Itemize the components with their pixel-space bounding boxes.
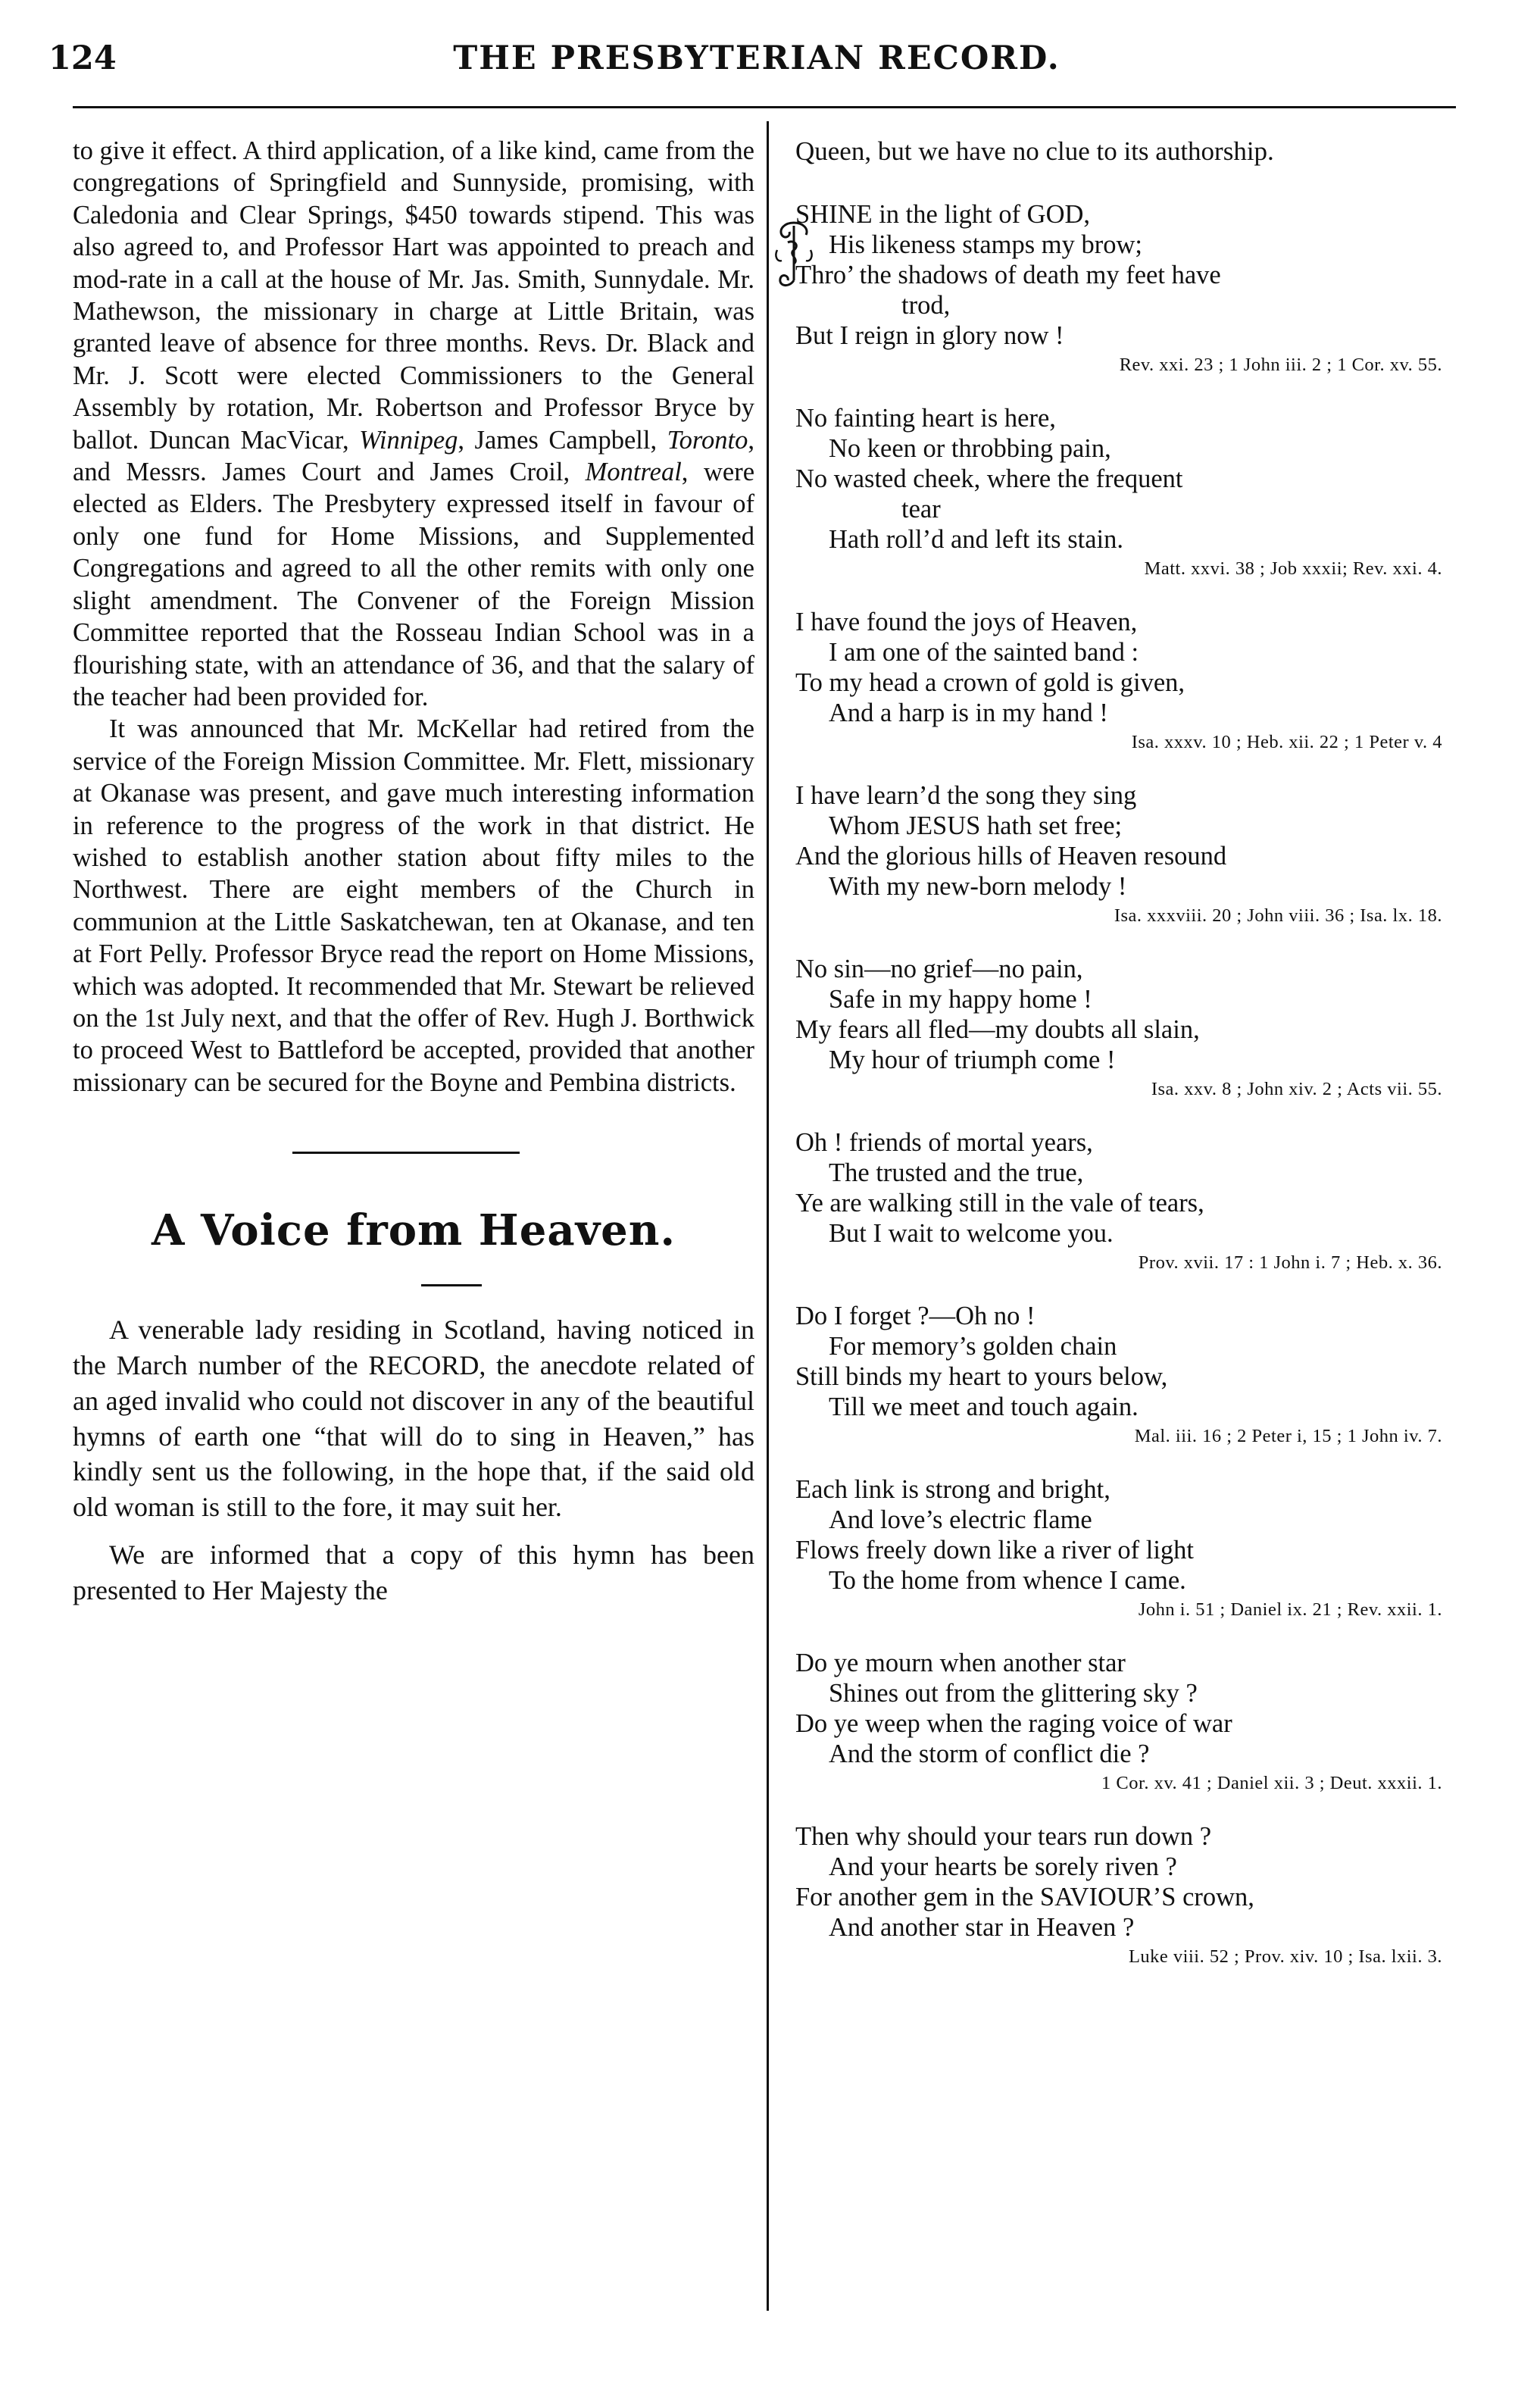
hymn-stanza bbox=[795, 780, 1456, 930]
hymn-line-text: SHINE in the light of GOD, bbox=[795, 200, 1091, 229]
hymn-line bbox=[795, 1392, 1456, 1422]
place-name: Toronto bbox=[667, 425, 748, 455]
decorative-initial-icon bbox=[771, 220, 817, 292]
hymn-line-text: trod, bbox=[901, 291, 951, 320]
hymn-line bbox=[795, 1678, 1456, 1708]
hymn-line-text: With my new-born melody ! bbox=[829, 872, 1127, 901]
hymn-line bbox=[795, 1474, 1456, 1505]
hymn-line bbox=[795, 871, 1456, 902]
hymn-line bbox=[795, 1188, 1456, 1218]
hymn-line bbox=[795, 1218, 1456, 1249]
hymn-line-text: Ye are walking still in the vale of tears, bbox=[795, 1189, 1204, 1218]
hymn-line-text: Till we meet and touch again. bbox=[829, 1393, 1139, 1421]
hymn-line bbox=[795, 1648, 1456, 1678]
hymn-line-text: Whom JESUS hath set free; bbox=[829, 811, 1123, 840]
section-divider bbox=[292, 1152, 520, 1154]
mission-report-paragraph: It was announced that Mr. McKellar had retired from the service of the Foreign Mission Committee. Mr. Flett, missionary at Okanase was present, and gave much interesting information in reference to the progress of the work in that district. He wished to establish another station about fifty miles to the Northwest. There are eight members of the Church in communion at the Little Saskatchewan, ten at Okanase, and ten at Fort Pelly. Professor Bryce read the report on Home Missions, which was adopted. It recommended that Mr. Stewart be relieved on the 1st July next, and that the offer of Rev. Hugh J. Borthwick to proceed West to Battleford be accepted, provided that another missionary can be secured for the Boyne and Pembina districts. bbox=[73, 714, 754, 1097]
hymn-stanza bbox=[795, 607, 1456, 757]
hymn-line-text: Do ye weep when the raging voice of war bbox=[795, 1709, 1232, 1738]
hymn-stanza bbox=[795, 199, 1456, 380]
hymn-line bbox=[795, 637, 1456, 667]
intro-paragraph-continued: We are informed that a copy of this hymn has been presented to Her Majesty the bbox=[73, 1539, 754, 1605]
hymn-line-text: No sin—no grief—no pain, bbox=[795, 955, 1083, 983]
place-name: Winnipeg bbox=[359, 425, 458, 455]
title-underline bbox=[421, 1284, 482, 1286]
hymn-line bbox=[795, 199, 1456, 230]
hymn-stanza bbox=[795, 1474, 1456, 1624]
hymn-line bbox=[795, 1882, 1456, 1912]
hymn-line bbox=[795, 230, 1456, 260]
scripture-reference: Isa. xxxviii. 20 ; John viii. 36 ; Isa. lx. 18. bbox=[1114, 905, 1442, 926]
scripture-reference: 1 Cor. xv. 41 ; Daniel xii. 3 ; Deut. xxxii. 1. bbox=[1101, 1773, 1442, 1793]
hymn-stanza bbox=[795, 403, 1456, 583]
hymn-line-text: The trusted and the true, bbox=[829, 1158, 1084, 1187]
hymn-line-text: And the storm of conflict die ? bbox=[829, 1740, 1150, 1768]
hymn-line bbox=[795, 667, 1456, 698]
paragraph-text: to give it effect. A third application, of a like kind, came from the congregations of Springfield and Sunnyside, promising, with Caledonia and Clear Springs, $450 towards stipend. This was also agreed to, and Professor Hart was appointed to preach and mod-rate in a call at the house of Mr. Jas. Smith, Sunnydale. Mr. Mathewson, the missionary in charge at Little Britain, was granted leave of absence for three months. Revs. Dr. Black and Mr. J. Scott were elected Commissioners to the General Assembly by rotation, Mr. Robertson and Professor Bryce by ballot. Duncan MacVicar, bbox=[73, 136, 754, 455]
hymn-line-text: And another star in Heaven ? bbox=[829, 1913, 1135, 1942]
hymn-line bbox=[795, 1331, 1456, 1361]
hymn-line-text: Then why should your tears run down ? bbox=[795, 1822, 1212, 1851]
hymn-line bbox=[795, 607, 1456, 637]
hymn-line-text: I am one of the sainted band : bbox=[829, 638, 1139, 667]
hymn-line-text: To my head a crown of gold is given, bbox=[795, 668, 1185, 697]
place-name: Montreal bbox=[585, 458, 682, 487]
hymn-line-text: No fainting heart is here, bbox=[795, 404, 1056, 433]
hymn-line-text: His likeness stamps my brow; bbox=[829, 230, 1142, 259]
hymn-line bbox=[795, 1852, 1456, 1882]
section-title: A Voice from Heaven. bbox=[152, 1205, 676, 1256]
hymn-line bbox=[795, 811, 1456, 841]
left-column bbox=[73, 135, 754, 1608]
column-divider bbox=[767, 121, 769, 2311]
hymn-line-text: And a harp is in my hand ! bbox=[829, 699, 1108, 727]
hymn-line-text: Shines out from the glittering sky ? bbox=[829, 1679, 1198, 1708]
hymn-line bbox=[795, 698, 1456, 728]
hymn-line bbox=[795, 1535, 1456, 1565]
hymn-line bbox=[795, 1361, 1456, 1392]
scripture-reference: Matt. xxvi. 38 ; Job xxxii; Rev. xxi. 4. bbox=[1144, 558, 1442, 579]
hymn-line bbox=[795, 1505, 1456, 1535]
hymn-line bbox=[795, 1565, 1456, 1596]
running-head bbox=[48, 39, 1465, 88]
intro-paragraph: A venerable lady residing in Scotland, having noticed in the March number of the RECORD, the anecdote related of an aged invalid who could not discover in any of the beautiful hymns of earth one “that will do to sing in Heaven,” has kindly sent us the following, in the hope that, if the said old old woman is still to the fore, it may suit her. bbox=[73, 1314, 754, 1523]
hymn-line-text: But I wait to welcome you. bbox=[829, 1219, 1114, 1248]
hymn-line bbox=[795, 1127, 1456, 1158]
hymn-line-text: And the glorious hills of Heaven resound bbox=[795, 842, 1227, 871]
hymn-line-text: Safe in my happy home ! bbox=[829, 985, 1092, 1014]
hymn-stanza bbox=[795, 1648, 1456, 1798]
hymn-line-text: For another gem in the SAVIOUR’S crown, bbox=[795, 1883, 1254, 1911]
hymn-line-text: And love’s electric flame bbox=[829, 1505, 1092, 1534]
hymn-line-text: tear bbox=[901, 495, 941, 524]
hymn-line bbox=[795, 1045, 1456, 1075]
hymn-line bbox=[795, 1014, 1456, 1045]
hymn-line-text: Hath roll’d and left its stain. bbox=[829, 525, 1124, 554]
hymn-stanza bbox=[795, 954, 1456, 1104]
hymn-line-text: No keen or throbbing pain, bbox=[829, 434, 1111, 463]
hymn-line-text: Do I forget ?—Oh no ! bbox=[795, 1302, 1036, 1330]
presbytery-report-paragraph bbox=[73, 135, 754, 713]
journal-title: THE PRESBYTERIAN RECORD. bbox=[453, 39, 1061, 77]
hymn-line-text: Each link is strong and bright, bbox=[795, 1475, 1110, 1504]
hymn-line bbox=[795, 1301, 1456, 1331]
hymn-line bbox=[795, 841, 1456, 871]
hymn-line-text: Still binds my heart to yours below, bbox=[795, 1362, 1168, 1391]
scripture-reference: Mal. iii. 16 ; 2 Peter i, 15 ; 1 John iv. 7. bbox=[1134, 1426, 1442, 1446]
hymn-line-text: I have found the joys of Heaven, bbox=[795, 608, 1138, 636]
hymn-line-text: And your hearts be sorely riven ? bbox=[829, 1852, 1177, 1881]
hymn-line bbox=[795, 494, 1456, 524]
hymn-line bbox=[795, 403, 1456, 433]
scripture-reference: Rev. xxi. 23 ; 1 John iii. 2 ; 1 Cor. xv. 55. bbox=[1119, 355, 1442, 375]
hymn-line bbox=[795, 1158, 1456, 1188]
paragraph-text: , James Campbell, bbox=[458, 425, 667, 455]
hymn-line bbox=[795, 984, 1456, 1014]
right-column bbox=[795, 135, 1456, 1971]
page-number: 124 bbox=[48, 39, 117, 77]
hymn-line bbox=[795, 780, 1456, 811]
hymn-line bbox=[795, 954, 1456, 984]
hymn-line bbox=[795, 433, 1456, 464]
hymn-line bbox=[795, 320, 1456, 351]
hymn-line bbox=[795, 464, 1456, 494]
hymn bbox=[795, 199, 1456, 1971]
scripture-reference: Isa. xxxv. 10 ; Heb. xii. 22 ; 1 Peter v. 4 bbox=[1131, 732, 1442, 752]
paragraph-text: , were elected as Elders. The Presbytery expressed itself in favour of only one fund for Home Missions, and Supplemented Congregations and agreed to all the other remits with only one slight amendment. The Convener of the Foreign Mission Committee reported that the Rosseau Indian School was in a flourishing state, with an attendance of 36, and that the salary of the teacher had been provided for. bbox=[73, 458, 755, 711]
hymn-line-text: Oh ! friends of mortal years, bbox=[795, 1128, 1093, 1157]
hymn-line bbox=[795, 524, 1456, 555]
column-continuation-text: Queen, but we have no clue to its authorship. bbox=[795, 136, 1274, 166]
scripture-reference: John i. 51 ; Daniel ix. 21 ; Rev. xxii. 1. bbox=[1138, 1599, 1442, 1620]
hymn-stanza bbox=[795, 1821, 1456, 1971]
hymn-line-text: My hour of triumph come ! bbox=[829, 1046, 1116, 1074]
hymn-line-text: To the home from whence I came. bbox=[829, 1566, 1186, 1595]
scripture-reference: Luke viii. 52 ; Prov. xiv. 10 ; Isa. lxii. 3. bbox=[1128, 1946, 1442, 1967]
scripture-reference: Isa. xxv. 8 ; John xiv. 2 ; Acts vii. 55. bbox=[1151, 1079, 1442, 1099]
hymn-line-text: I have learn’d the song they sing bbox=[795, 781, 1137, 810]
scripture-reference: Prov. xvii. 17 : 1 John i. 7 ; Heb. x. 36. bbox=[1138, 1252, 1442, 1273]
header-rule bbox=[73, 106, 1456, 108]
hymn-line bbox=[795, 290, 1456, 320]
hymn-line bbox=[795, 260, 1456, 290]
hymn-line-text: But I reign in glory now ! bbox=[795, 321, 1064, 350]
hymn-line-text: Flows freely down like a river of light bbox=[795, 1536, 1195, 1564]
hymn-line-text: Thro’ the shadows of death my feet have bbox=[795, 261, 1221, 289]
hymn-line-text: My fears all fled—my doubts all slain, bbox=[795, 1015, 1200, 1044]
hymn-line bbox=[795, 1821, 1456, 1852]
hymn-stanza bbox=[795, 1127, 1456, 1277]
hymn-line bbox=[795, 1708, 1456, 1739]
hymn-line-text: No wasted cheek, where the frequent bbox=[795, 464, 1183, 493]
hymn-line bbox=[795, 1912, 1456, 1943]
hymn-line-text: For memory’s golden chain bbox=[829, 1332, 1117, 1361]
hymn-line bbox=[795, 1739, 1456, 1769]
hymn-stanza bbox=[795, 1301, 1456, 1451]
hymn-line-text: Do ye mourn when another star bbox=[795, 1649, 1126, 1677]
paragraph-text: , and Messrs. James Court and James Croil, bbox=[73, 425, 754, 487]
